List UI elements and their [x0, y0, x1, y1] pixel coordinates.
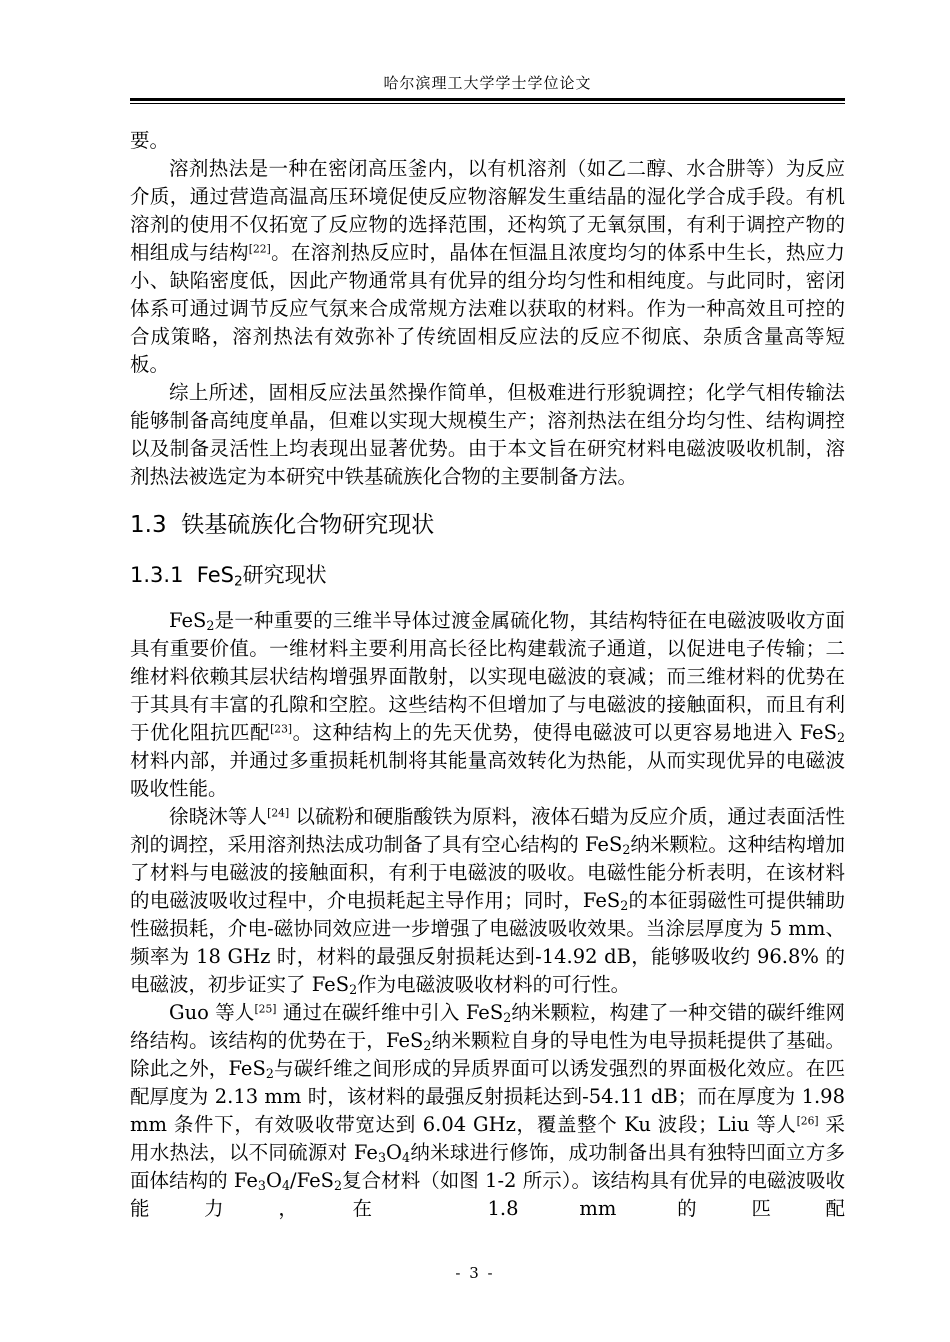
citation: [24] [267, 806, 290, 820]
text: 要。 [130, 129, 170, 152]
subsection-number: 1.3.1 [130, 563, 184, 587]
chem-formula: FeS$_2$ [799, 721, 845, 746]
text: 溶剂热法是一种在密闭高压釜内，以有机溶剂（如乙二醇、水合肼等）为反应介质，通过营造高温高压环境促使反应物溶解发生重结晶的湿化学合成手段。有机溶剂的使用不仅拓宽了反应物的选择范围，还构筑了无氧氛围，有利于调控产物的相组成与结构 [130, 157, 845, 264]
text: 采用水热法，以不同硫源对 [130, 1113, 846, 1164]
chem-formula: FeS$_2$ [169, 609, 215, 634]
chem-formula: FeS$_2$ [584, 833, 631, 858]
text: 纳米颗粒。这种结构增加了材料与电磁波的接触面积，有利于电磁波的吸收。电磁性能分析表明，在该材料的电磁波吸收过程中，介电损耗起主导作用；同时， [130, 833, 845, 912]
text: Guo 等人 [169, 1001, 255, 1024]
running-header: 哈尔滨理工大学学士学位论文 [383, 74, 592, 92]
citation: [23] [270, 722, 293, 736]
citation: [22] [248, 242, 271, 256]
subsection-heading [130, 553, 845, 597]
paragraph-guo-liu [130, 999, 845, 1223]
section-number: 1.3 [130, 512, 167, 538]
chem-formula: FeS$_2$ [386, 1029, 432, 1054]
citation: [26] [796, 1114, 819, 1128]
citation: [25] [254, 1002, 277, 1016]
paragraph-continuation [130, 127, 845, 155]
text: 纳米颗粒自身的导电性为电导损耗提供了基础。除此之外， [130, 1029, 845, 1080]
text: 与碳纤维之间形成的异质界面可以诱发强烈的界面极化效应。在匹配厚度为 2.13 mm 时，该材料的最强反射损耗达到-54.11 dB；而在厚度为 1.98 mm 条件下，有效吸收带宽达到 6.04 GHz，覆盖整个 Ku 波段；Liu 等人 [130, 1057, 845, 1136]
header-rule-thin [130, 103, 845, 104]
chem-formula: $Fe_3O_4$ [353, 1141, 411, 1166]
paragraph-fes2-intro [130, 607, 845, 803]
chem-formula: $Fe_3O_4/FeS_2$ [233, 1169, 343, 1194]
chem-formula: FeS$_2$ [582, 889, 629, 914]
text: 。在溶剂热反应时，晶体在恒温且浓度均匀的体系中生长，热应力小、缺陷密度低，因此产物通常具有优异的组分均匀性和相纯度。与此同时，密闭体系可通过调节反应气氛来合成常规方法难以获取的材料。作为一种高效且可控的合成策略，溶剂热法有效弥补了传统固相反应法的反应不彻底、杂质含量高等短板。 [130, 241, 845, 376]
subsection-title: 研究现状 [242, 563, 327, 587]
text: 是一种重要的三维半导体过渡金属硫化物，其结构特征在电磁波吸收方面具有重要价值。一维材料主要利用高长径比构建载流子通道，以促进电子传输；二维材料依赖其层状结构增强界面散射，以实现电磁波的衰减；而三维材料的优势在于其具有丰富的孔隙和空腔。这些结构不但增加了与电磁波的接触面积，而且有利于优化阻抗匹配 [130, 609, 845, 744]
text: 纳米颗粒，构建了一种交错的碳纤维网络结构。该结构的优势在于， [130, 1001, 845, 1052]
paragraph-xu [130, 803, 845, 999]
text: 的本征弱磁性可提供辅助性磁损耗，介电-磁协同效应进一步增强了电磁波吸收效果。当涂层厚度为 5 mm、频率为 18 GHz 时，材料的最强反射损耗达到-14.92 dB，能够吸收约 96.8% 的电磁波，初步证实了 [130, 889, 845, 996]
text: 以硫粉和硬脂酸铁为原料，液体石蜡为反应介质，通过表面活性剂的调控，采用溶剂热法成功制备了具有空心结构的 [130, 805, 845, 856]
page-number: - 3 - [455, 1264, 495, 1282]
chem-formula: FeS$_2$ [228, 1057, 274, 1082]
text: 综上所述，固相反应法虽然操作简单，但极难进行形貌调控；化学气相传输法能够制备高纯度单晶，但难以实现大规模生产；溶剂热法在组分均匀性、结构调控以及制备灵活性上均表现出显著优势。由于本文旨在研究材料电磁波吸收机制，溶剂热法被选定为本研究中铁基硫族化合物的主要制备方法。 [130, 381, 845, 488]
chem-formula: FeS$_2$ [311, 973, 358, 998]
main-text [130, 127, 845, 1223]
text: 复合材料（如图 1-2 所示）。该结构具有优异的电磁波吸收能力，在 1.8 mm 的匹配 [130, 1169, 845, 1220]
paragraph-summary [130, 379, 845, 491]
text: 。这种结构上的先天优势，使得电磁波可以更容易地进入 [292, 721, 793, 744]
text: 徐晓沐等人 [169, 805, 268, 828]
section-title: 铁基硫族化合物研究现状 [181, 512, 435, 538]
chem-formula: FeS$_2$ [196, 563, 243, 590]
text: 通过在碳纤维中引入 [282, 1001, 460, 1024]
paragraph-solvothermal [130, 155, 845, 379]
chem-formula: FeS$_2$ [465, 1001, 512, 1026]
text: 纳米球进行修饰，成功制备出具有独特凹面立方多面体结构的 [130, 1141, 845, 1192]
text: 作为电磁波吸收材料的可行性。 [357, 973, 631, 996]
section-heading [130, 503, 845, 547]
text: 材料内部，并通过多重损耗机制将其能量高效转化为热能，从而实现优异的电磁波吸收性能。 [130, 749, 845, 800]
header-rule-thick [130, 98, 845, 101]
